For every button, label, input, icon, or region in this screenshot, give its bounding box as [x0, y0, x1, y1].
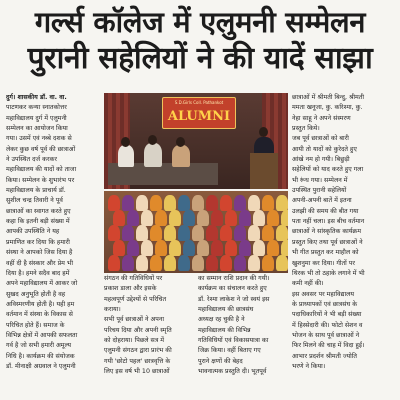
article-line: भोजन के साथ पूर्व छात्राओं ने	[292, 331, 360, 339]
banner-title: ALUMNI	[167, 109, 231, 124]
article-line: छात्राओं का स्वागत करते हुए	[6, 207, 71, 215]
audience-member	[211, 240, 223, 256]
audience-member	[220, 225, 232, 241]
article-line: आयी तो यादों को कुरेदते हुए	[292, 145, 357, 153]
audience-member	[150, 225, 162, 241]
article-line: एलुमनी संगठन द्वारा प्रारंभ की	[104, 347, 172, 355]
audience-member	[155, 240, 167, 256]
article-line: पता नहीं चला। इस बीच वर्तमान	[292, 218, 365, 226]
article-line: कहा कि इतनी बड़ी संख्या में	[6, 218, 70, 226]
article-line: खुशनुमा कर दिया। गीतों पर	[292, 259, 355, 267]
audience-member	[178, 225, 190, 241]
article-line: फिर मिलने की चाह में विदा हुईं।	[292, 342, 365, 350]
article-line: कराया।	[104, 306, 121, 314]
article-line: उलझी की समय की बीत गया	[292, 207, 359, 215]
article-line: महत्वपूर्ण उद्देश्यों से परिचित	[104, 295, 167, 303]
speaker-head	[259, 127, 268, 137]
article-line: महाविद्यालय की छात्रसंघ	[198, 306, 254, 314]
audience-member	[183, 210, 195, 226]
audience-member	[248, 195, 260, 211]
article-line: गया। उसमें एवं नब्बे दशक से	[6, 135, 72, 143]
article-line: थिरक भी तो ठहाके लगाने में भी	[292, 269, 365, 277]
audience-member	[183, 240, 195, 256]
article-line: अपने महाविद्यालय में आकर जो	[6, 280, 78, 288]
audience-member	[192, 255, 204, 271]
article-line: भरणे ने किया।	[292, 362, 326, 370]
audience-member	[127, 210, 139, 226]
article-line: ने उपस्थित दर्ज करकर	[6, 156, 57, 164]
article-line: प्रस्तुत किए तथा पूर्व छात्राओं ने	[292, 238, 363, 246]
audience-member	[262, 255, 274, 271]
guest-head	[176, 137, 185, 147]
audience-member	[234, 255, 246, 271]
article-line: में हिस्सेदारी की। फोटो सेशन व	[292, 321, 363, 329]
guest-head	[148, 135, 157, 145]
audience-member	[136, 195, 148, 211]
article-line: डॉ. मीनाक्षी अग्रवाल ने एलुमनी	[6, 362, 76, 370]
article-line: आभार प्रदर्शन श्रीमती ज्योति	[292, 352, 357, 360]
guest-figure	[144, 143, 162, 167]
article-line: के प्राध्यापकों एवं छात्रसंघ के	[292, 300, 358, 308]
article-line: प्रकाश डाला और इसके	[104, 285, 157, 293]
article-line: महाविद्यालय के प्राचार्य डॉ.	[6, 187, 66, 195]
article-line: दिया है। हमने सदैव बाद हमें	[6, 269, 70, 277]
article-line: आपकी उपस्थिति ने यह	[6, 228, 60, 236]
article-line: भावनात्मक प्रस्तुति दी। भूतपूर्व	[198, 368, 267, 376]
audience-member	[197, 240, 209, 256]
audience-member	[192, 195, 204, 211]
audience-member	[225, 240, 237, 256]
article-line: सहेलियों को याद करते हुए गला	[292, 166, 364, 174]
article-line: दुर्ग। शासकीय डॉ. वा. वा.	[6, 94, 67, 101]
audience-member	[281, 210, 288, 226]
podium	[250, 153, 278, 189]
audience-member	[211, 210, 223, 226]
audience-member	[239, 240, 251, 256]
audience-member	[262, 195, 274, 211]
article-column-2	[104, 274, 195, 396]
audience-member	[178, 255, 190, 271]
audience	[104, 191, 288, 273]
article-line: भी रूंध गया। सम्मेलन में	[292, 176, 348, 184]
audience-member	[178, 195, 190, 211]
article-line: वहीं दी है संस्कार और प्रेम भी	[6, 259, 73, 267]
article-line: उपस्थित पुरानी सहेलियों	[292, 187, 347, 195]
article-line: आंखे नम हो गयी। बिछुड़ी	[292, 156, 350, 164]
audience-member	[225, 210, 237, 226]
audience-member	[108, 255, 120, 271]
audience-member	[108, 225, 120, 241]
article-line: अपनी-अपनी बातें में इतना	[292, 197, 352, 205]
audience-member	[136, 255, 148, 271]
article-line: पदाधिकारियों ने भी बड़ी संख्या	[292, 311, 362, 319]
guest-figure	[172, 145, 190, 167]
audience-member	[164, 225, 176, 241]
audience-member	[169, 240, 181, 256]
article-line: किया। सम्मेलन के शुभारंभ पर	[6, 176, 75, 184]
article-line: निधि है। कार्यक्रम की संयोजक	[6, 352, 75, 360]
guest-figure	[118, 145, 134, 167]
article-line: जिक्र किया। वहीं बिताए गए	[198, 347, 261, 355]
audience-member	[206, 225, 218, 241]
audience-member	[253, 210, 265, 226]
audience-member	[276, 255, 288, 271]
article-line: गर्व है जो सभी हमारी अमूल्य	[6, 342, 72, 350]
audience-member	[248, 225, 260, 241]
audience-member	[234, 195, 246, 211]
audience-member	[113, 240, 125, 256]
audience-member	[262, 225, 274, 241]
article-line: प्रमाणित कर दिया कि हमारी	[6, 238, 70, 246]
article-line: कमी नहीं की।	[292, 280, 324, 288]
article-line: संगठन की गतिविधियों पर	[104, 275, 163, 282]
article-line: प्रस्तुत किये।	[292, 125, 320, 133]
article-line: जब पूर्व छात्राओं को बारी	[292, 135, 349, 143]
event-photo	[104, 93, 288, 273]
article-line: परिचित होते हैं। समाज के	[6, 321, 65, 329]
audience-member	[220, 255, 232, 271]
audience-member	[192, 225, 204, 241]
audience-member	[164, 255, 176, 271]
audience-member	[248, 255, 260, 271]
audience-member	[122, 225, 134, 241]
article-line: छात्राओं ने सांस्कृतिक कार्यक्रम	[292, 228, 362, 236]
audience-member	[136, 225, 148, 241]
audience-member	[276, 195, 288, 211]
audience-member	[122, 255, 134, 271]
audience-member	[253, 240, 265, 256]
audience-member	[267, 240, 279, 256]
article-line: को दोहराया। पिछले सत्र में	[104, 337, 165, 345]
article-line: लेकर कुछ वर्ष पूर्व की छात्राओं	[6, 145, 76, 153]
audience-member	[141, 210, 153, 226]
audience-member	[267, 210, 279, 226]
guest-head	[121, 137, 130, 147]
article-column-1	[6, 93, 102, 396]
audience-member	[169, 210, 181, 226]
audience-member	[150, 195, 162, 211]
article-line: इस अवसर पर महाविद्यालय	[292, 290, 355, 298]
article-line: डॉ. रेश्मा लाकेश ने जो स्वयं इस	[198, 295, 270, 303]
article-line: का सम्मान राशि प्रदान की गयी।	[198, 275, 270, 282]
article-line: संस्था ने आपको जिस दिया है	[6, 249, 73, 257]
audience-member	[281, 240, 288, 256]
article-line: सभी पूर्व छात्राओं ने अपना	[104, 316, 164, 324]
article-line: कार्यक्रम का संचालन करते हुए	[198, 285, 267, 293]
audience-member	[206, 195, 218, 211]
audience-member	[127, 240, 139, 256]
article-line: अध्यक्ष रह चुकी है ने	[198, 316, 245, 324]
audience-member	[155, 210, 167, 226]
article-line: महाविद्यालय दुर्ग में एलुमनी	[6, 114, 67, 122]
audience-member	[164, 195, 176, 211]
article-line: पुराने क्षणों की बेहद	[198, 357, 243, 365]
article-line: सम्मेलन का आयोजन किया	[6, 125, 68, 133]
article-line: महाविद्यालय की विभिन्न	[198, 326, 251, 334]
article-line: सुशील चन्द्र तिवारी ने पूर्व	[6, 197, 63, 205]
audience-member	[141, 240, 153, 256]
audience-member	[150, 255, 162, 271]
alumni-banner	[162, 97, 236, 129]
audience-member	[206, 255, 218, 271]
article-column-3	[198, 274, 288, 396]
headline-line-2: पुरानी सहेलियों ने की यादें साझा	[27, 41, 373, 76]
audience-member	[122, 195, 134, 211]
article-column-4	[292, 93, 395, 396]
audience-member	[239, 210, 251, 226]
article-line: नेहा साहू ने अपने संस्मरण	[292, 114, 351, 122]
article-line: परिचय दिया और अपनी स्मृति	[104, 326, 172, 334]
banner-subtitle: S.D.Girls Coll. Pathankot	[174, 100, 224, 105]
article-line: ममता खनूजा, कु. करिश्मा, कु.	[292, 104, 363, 112]
audience-member	[197, 210, 209, 226]
audience-member	[108, 195, 120, 211]
article-line: गयी 'छोटो पहल' छात्रवृत्ति के	[104, 357, 171, 365]
audience-member	[220, 195, 232, 211]
article-line: विभिन्न क्षेत्रों में आपकी सफलता	[6, 331, 78, 339]
audience-member	[234, 225, 246, 241]
article-line: भी गीत प्रस्तुत कर माहौल को	[292, 249, 359, 257]
article-line: छात्राओं में श्रीमती बिन्दु, श्रीमती	[292, 94, 365, 101]
article-line: लिए इस वर्ष भी 10 छात्राओं	[104, 368, 170, 376]
audience-member	[113, 210, 125, 226]
article-line: वर्तमान में संस्था के विकास से	[6, 311, 73, 319]
article-line: महाविद्यालय की यादों को ताजा	[6, 166, 77, 174]
article-line: पाटणकर कन्या स्नातकोत्तर	[6, 104, 67, 112]
audience-member	[276, 225, 288, 241]
headline-line-1: गर्ल्स कॉलेज में एलुमनी सम्मेलन	[34, 5, 366, 39]
article-line: सुखद अनुभूति होती है वह	[6, 290, 66, 298]
article-line: अविस्मरणीय होती है। यही हम	[6, 300, 75, 308]
article-line: गतिविधियों एवं विकासयात्रा का	[198, 337, 269, 345]
